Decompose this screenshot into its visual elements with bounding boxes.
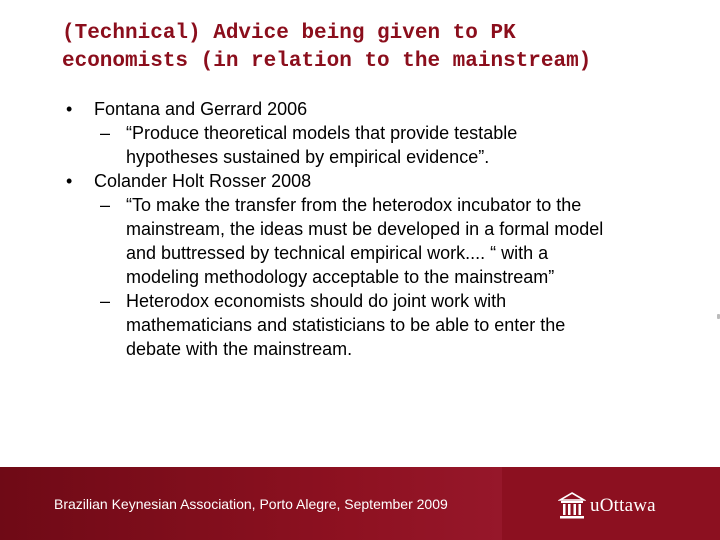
- bullet-heading: Colander Holt Rosser 2008: [94, 171, 312, 191]
- sub-bullet-line: Heterodox economists should do joint work with: [126, 291, 507, 311]
- bullet-heading: Fontana and Gerrard 2006: [94, 99, 308, 119]
- dash-mark: –: [100, 291, 111, 311]
- sub-bullet-item: [0, 289, 720, 361]
- bullet-mark: •: [66, 171, 73, 191]
- sub-bullet-line: “To make the transfer from the heterodox incubator to the: [126, 195, 582, 215]
- footer-left-panel: [0, 467, 502, 540]
- footer-bar: [0, 467, 720, 540]
- sub-bullet-line: mainstream, the ideas must be developed in a formal model: [126, 219, 604, 239]
- dash-mark: –: [100, 195, 111, 215]
- bullet-mark: •: [66, 99, 73, 119]
- sub-bullet-item: [0, 121, 720, 169]
- bullet-item: [0, 97, 720, 121]
- title-line-1: (Technical) Advice being given to PK: [62, 22, 516, 45]
- sub-bullet-line: and buttressed by technical empirical work.... “ with a: [126, 243, 549, 263]
- sub-bullet-line: mathematicians and statisticians to be able to enter the: [126, 315, 566, 335]
- footer-caption: Brazilian Keynesian Association, Porto Alegre, September 2009: [54, 496, 448, 512]
- logo-wordmark: uOttawa: [590, 495, 656, 516]
- sub-bullet-line: debate with the mainstream.: [126, 339, 353, 359]
- sub-bullet-item: [0, 193, 720, 289]
- sub-bullet-line: “Produce theoretical models that provide testable: [126, 123, 518, 143]
- uottawa-logo: [558, 491, 656, 521]
- university-building-icon: [558, 491, 586, 521]
- title-line-2: economists (in relation to the mainstream): [62, 50, 592, 73]
- slide-body: [0, 97, 720, 361]
- sub-bullet-line: modeling methodology acceptable to the mainstream”: [126, 267, 555, 287]
- slide-title: [62, 20, 702, 76]
- bullet-item: [0, 169, 720, 193]
- dash-mark: –: [100, 123, 111, 143]
- sub-bullet-line: hypotheses sustained by empirical evidence”.: [126, 147, 490, 167]
